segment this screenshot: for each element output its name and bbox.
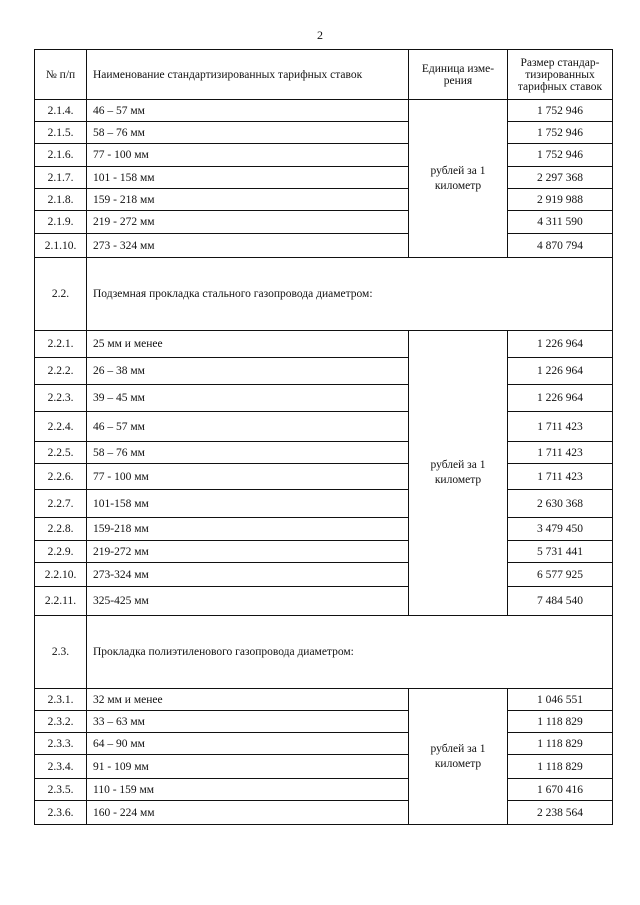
table-row [35,518,613,541]
table-row [35,234,613,258]
row-number: 2.3.1. [35,689,87,711]
row-name: 159-218 мм [87,518,409,541]
row-name: 273-324 мм [87,563,409,587]
row-name: 64 – 90 мм [87,733,409,755]
row-number: 2.1.7. [35,167,87,189]
row-number: 2.2.9. [35,541,87,563]
row-name: 25 мм и менее [87,331,409,358]
table-body [35,100,613,825]
row-number: 2.2.3. [35,385,87,412]
row-value: 1 118 829 [508,733,613,755]
row-value: 4 311 590 [508,211,613,234]
section-title: Прокладка полиэтиленового газопровода диаметром: [87,616,613,689]
header-num: № п/п [35,50,87,100]
unit-cell: рублей за 1 километр [409,689,508,825]
row-value: 1 711 423 [508,412,613,442]
row-number: 2.2.11. [35,587,87,616]
row-name: 219 - 272 мм [87,211,409,234]
unit-cell: рублей за 1 километр [409,100,508,258]
row-value: 2 630 368 [508,490,613,518]
row-value: 1 752 946 [508,100,613,122]
table-row [35,358,613,385]
row-number: 2.3.5. [35,779,87,801]
section-row [35,616,613,689]
table-row [35,733,613,755]
row-value: 6 577 925 [508,563,613,587]
table-row [35,122,613,144]
row-name: 77 - 100 мм [87,464,409,490]
row-number: 2.3.3. [35,733,87,755]
table-row [35,189,613,211]
row-name: 91 - 109 мм [87,755,409,779]
section-number: 2.3. [35,616,87,689]
row-name: 46 – 57 мм [87,100,409,122]
table-row [35,801,613,825]
row-name: 101-158 мм [87,490,409,518]
row-number: 2.2.7. [35,490,87,518]
table-row [35,100,613,122]
table-row [35,385,613,412]
table-row [35,563,613,587]
table-row [35,587,613,616]
row-name: 58 – 76 мм [87,442,409,464]
row-name: 160 - 224 мм [87,801,409,825]
row-value: 2 238 564 [508,801,613,825]
table-row [35,331,613,358]
row-value: 1 711 423 [508,442,613,464]
table-row [35,779,613,801]
section-row [35,258,613,331]
row-number: 2.1.8. [35,189,87,211]
row-name: 325-425 мм [87,587,409,616]
row-name: 273 - 324 мм [87,234,409,258]
row-number: 2.2.4. [35,412,87,442]
row-value: 2 297 368 [508,167,613,189]
table-row [35,442,613,464]
header-name: Наименование стандартизированных тарифных ставок [87,50,409,100]
row-number: 2.1.10. [35,234,87,258]
row-number: 2.3.2. [35,711,87,733]
row-value: 1 226 964 [508,331,613,358]
row-number: 2.2.2. [35,358,87,385]
row-value: 7 484 540 [508,587,613,616]
row-value: 1 752 946 [508,122,613,144]
row-name: 219-272 мм [87,541,409,563]
row-number: 2.1.6. [35,144,87,167]
row-number: 2.1.5. [35,122,87,144]
row-name: 32 мм и менее [87,689,409,711]
row-value: 5 731 441 [508,541,613,563]
table-row [35,211,613,234]
row-name: 101 - 158 мм [87,167,409,189]
row-number: 2.1.9. [35,211,87,234]
section-number: 2.2. [35,258,87,331]
row-number: 2.2.8. [35,518,87,541]
table-row [35,541,613,563]
row-number: 2.2.10. [35,563,87,587]
unit-cell: рублей за 1 километр [409,331,508,616]
table-row [35,689,613,711]
table-row [35,167,613,189]
row-number: 2.2.6. [35,464,87,490]
table-row [35,144,613,167]
row-value: 4 870 794 [508,234,613,258]
table-row [35,755,613,779]
row-name: 58 – 76 мм [87,122,409,144]
row-value: 1 046 551 [508,689,613,711]
row-name: 110 - 159 мм [87,779,409,801]
table-row [35,490,613,518]
tariff-table [34,49,613,825]
row-value: 1 118 829 [508,755,613,779]
table-row [35,711,613,733]
table-row [35,464,613,490]
row-value: 1 752 946 [508,144,613,167]
row-value: 1 118 829 [508,711,613,733]
row-number: 2.3.4. [35,755,87,779]
row-name: 159 - 218 мм [87,189,409,211]
row-number: 2.1.4. [35,100,87,122]
row-name: 39 – 45 мм [87,385,409,412]
header-value: Размер стандар-тизированных тарифных ставок [508,50,613,100]
row-number: 2.2.5. [35,442,87,464]
row-value: 1 226 964 [508,385,613,412]
row-name: 33 – 63 мм [87,711,409,733]
row-name: 26 – 38 мм [87,358,409,385]
row-value: 1 226 964 [508,358,613,385]
header-row [35,50,613,100]
page-number: 2 [317,28,323,42]
table-row [35,412,613,442]
table-header [35,50,613,100]
header-unit: Единица изме-рения [409,50,508,100]
section-title: Подземная прокладка стального газопровода диаметром: [87,258,613,331]
row-value: 1 670 416 [508,779,613,801]
row-name: 46 – 57 мм [87,412,409,442]
row-value: 3 479 450 [508,518,613,541]
row-number: 2.3.6. [35,801,87,825]
row-value: 1 711 423 [508,464,613,490]
row-name: 77 - 100 мм [87,144,409,167]
row-value: 2 919 988 [508,189,613,211]
row-number: 2.2.1. [35,331,87,358]
